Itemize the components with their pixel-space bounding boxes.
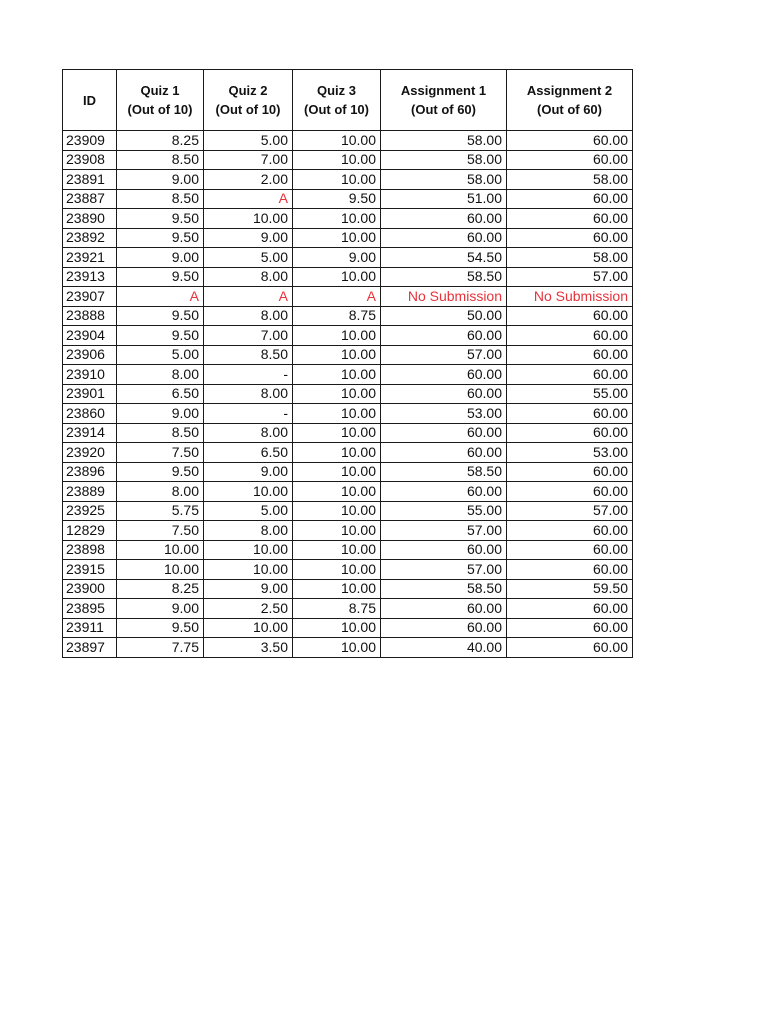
cell-id: 23920 — [63, 443, 117, 463]
table-row — [63, 306, 633, 326]
cell-quiz-1: 9.50 — [117, 306, 204, 326]
cell-assignment-1: 60.00 — [381, 618, 507, 638]
cell-assignment-1: 60.00 — [381, 228, 507, 248]
header-assignment-1-title: Assignment 1 — [400, 83, 487, 98]
table-row — [63, 131, 633, 151]
cell-id: 23921 — [63, 248, 117, 268]
table-row — [63, 423, 633, 443]
cell-assignment-2: 60.00 — [507, 599, 633, 619]
table-row — [63, 540, 633, 560]
header-quiz-2-title: Quiz 2 — [228, 83, 268, 98]
cell-quiz-1: 9.00 — [117, 599, 204, 619]
cell-quiz-1: 7.50 — [117, 443, 204, 463]
cell-quiz-1: 9.50 — [117, 326, 204, 346]
table-row — [63, 287, 633, 307]
cell-assignment-2: 57.00 — [507, 501, 633, 521]
cell-quiz-1: 8.50 — [117, 189, 204, 209]
cell-quiz-2: 5.00 — [204, 248, 293, 268]
cell-quiz-2: 8.00 — [204, 423, 293, 443]
cell-id: 23906 — [63, 345, 117, 365]
cell-quiz-1: 5.00 — [117, 345, 204, 365]
cell-quiz-3: 10.00 — [293, 482, 381, 502]
table-row — [63, 209, 633, 229]
cell-quiz-3: 10.00 — [293, 228, 381, 248]
cell-quiz-1: 6.50 — [117, 384, 204, 404]
header-assignment-1 — [381, 70, 507, 131]
cell-quiz-2: 8.00 — [204, 306, 293, 326]
cell-quiz-1: 5.75 — [117, 501, 204, 521]
cell-quiz-3: 10.00 — [293, 326, 381, 346]
table-row — [63, 501, 633, 521]
cell-assignment-2: 60.00 — [507, 189, 633, 209]
cell-assignment-1: 57.00 — [381, 521, 507, 541]
table-row — [63, 384, 633, 404]
cell-id: 23911 — [63, 618, 117, 638]
cell-assignment-1: 60.00 — [381, 326, 507, 346]
cell-quiz-1: 9.00 — [117, 170, 204, 190]
cell-quiz-1: 10.00 — [117, 560, 204, 580]
cell-assignment-1: 55.00 — [381, 501, 507, 521]
cell-assignment-1: 58.50 — [381, 462, 507, 482]
header-assignment-2 — [507, 70, 633, 131]
cell-quiz-3: 10.00 — [293, 209, 381, 229]
cell-quiz-3: 10.00 — [293, 267, 381, 287]
cell-quiz-3: 8.75 — [293, 599, 381, 619]
header-quiz-2 — [204, 70, 293, 131]
cell-quiz-2: 6.50 — [204, 443, 293, 463]
cell-quiz-3: 10.00 — [293, 423, 381, 443]
cell-quiz-1: 8.00 — [117, 482, 204, 502]
cell-assignment-1: 60.00 — [381, 443, 507, 463]
header-quiz-3-scale: (Out of 10) — [304, 102, 369, 117]
cell-quiz-1: 9.00 — [117, 404, 204, 424]
grades-table — [62, 69, 633, 658]
cell-assignment-2: 60.00 — [507, 209, 633, 229]
table-row — [63, 189, 633, 209]
cell-assignment-1: 57.00 — [381, 560, 507, 580]
cell-quiz-2: 9.00 — [204, 579, 293, 599]
table-row — [63, 170, 633, 190]
cell-quiz-3: 9.50 — [293, 189, 381, 209]
cell-assignment-2: 60.00 — [507, 540, 633, 560]
cell-assignment-1: 60.00 — [381, 482, 507, 502]
header-quiz-1 — [117, 70, 204, 131]
header-assignment-2-title: Assignment 2 — [526, 83, 613, 98]
cell-quiz-3: 10.00 — [293, 560, 381, 580]
cell-assignment-2: 60.00 — [507, 306, 633, 326]
cell-quiz-1: A — [117, 287, 204, 307]
cell-id: 23896 — [63, 462, 117, 482]
cell-id: 23887 — [63, 189, 117, 209]
cell-id: 23914 — [63, 423, 117, 443]
table-row — [63, 618, 633, 638]
cell-assignment-1: 58.00 — [381, 150, 507, 170]
cell-quiz-3: 10.00 — [293, 540, 381, 560]
cell-quiz-2: 8.50 — [204, 345, 293, 365]
cell-quiz-1: 7.75 — [117, 638, 204, 658]
cell-assignment-1: 60.00 — [381, 540, 507, 560]
cell-assignment-2: 60.00 — [507, 638, 633, 658]
cell-assignment-2: 57.00 — [507, 267, 633, 287]
cell-assignment-1: 51.00 — [381, 189, 507, 209]
cell-assignment-2: 60.00 — [507, 482, 633, 502]
cell-quiz-2: 10.00 — [204, 540, 293, 560]
cell-quiz-3: 9.00 — [293, 248, 381, 268]
cell-id: 23915 — [63, 560, 117, 580]
cell-id: 23889 — [63, 482, 117, 502]
table-row — [63, 579, 633, 599]
cell-quiz-1: 8.25 — [117, 131, 204, 151]
cell-assignment-1: 60.00 — [381, 365, 507, 385]
cell-quiz-2: A — [204, 189, 293, 209]
cell-assignment-2: 59.50 — [507, 579, 633, 599]
cell-quiz-2: 3.50 — [204, 638, 293, 658]
cell-quiz-2: 10.00 — [204, 482, 293, 502]
cell-quiz-1: 9.50 — [117, 618, 204, 638]
cell-assignment-1: 50.00 — [381, 306, 507, 326]
cell-quiz-3: 10.00 — [293, 462, 381, 482]
table-row — [63, 365, 633, 385]
cell-quiz-2: 9.00 — [204, 462, 293, 482]
cell-assignment-2: 60.00 — [507, 365, 633, 385]
cell-assignment-2: 60.00 — [507, 150, 633, 170]
cell-assignment-2: 60.00 — [507, 423, 633, 443]
cell-assignment-1: 60.00 — [381, 599, 507, 619]
cell-quiz-2: 9.00 — [204, 228, 293, 248]
table-row — [63, 404, 633, 424]
cell-assignment-1: 57.00 — [381, 345, 507, 365]
table-body — [63, 131, 633, 658]
table-row — [63, 228, 633, 248]
table-row — [63, 267, 633, 287]
cell-quiz-2: - — [204, 365, 293, 385]
cell-assignment-2: 60.00 — [507, 404, 633, 424]
cell-quiz-2: 7.00 — [204, 150, 293, 170]
cell-id: 23890 — [63, 209, 117, 229]
header-quiz-1-scale: (Out of 10) — [127, 102, 193, 117]
cell-assignment-1: 58.00 — [381, 131, 507, 151]
cell-quiz-3: 10.00 — [293, 501, 381, 521]
cell-quiz-2: 10.00 — [204, 618, 293, 638]
cell-id: 23892 — [63, 228, 117, 248]
cell-quiz-3: A — [293, 287, 381, 307]
table-row — [63, 521, 633, 541]
header-quiz-2-scale: (Out of 10) — [215, 102, 281, 117]
cell-id: 23907 — [63, 287, 117, 307]
cell-quiz-2: 2.00 — [204, 170, 293, 190]
cell-id: 23913 — [63, 267, 117, 287]
cell-assignment-1: 60.00 — [381, 209, 507, 229]
cell-assignment-1: 40.00 — [381, 638, 507, 658]
cell-id: 23895 — [63, 599, 117, 619]
table-header — [63, 70, 633, 131]
cell-assignment-1: 58.50 — [381, 579, 507, 599]
cell-quiz-2: 5.00 — [204, 501, 293, 521]
cell-quiz-3: 10.00 — [293, 521, 381, 541]
cell-quiz-2: 8.00 — [204, 521, 293, 541]
cell-quiz-3: 10.00 — [293, 443, 381, 463]
header-quiz-3-title: Quiz 3 — [316, 83, 356, 98]
table-row — [63, 638, 633, 658]
cell-quiz-1: 9.50 — [117, 228, 204, 248]
cell-id: 23897 — [63, 638, 117, 658]
cell-assignment-1: 54.50 — [381, 248, 507, 268]
cell-assignment-2: 60.00 — [507, 326, 633, 346]
cell-quiz-1: 8.00 — [117, 365, 204, 385]
cell-assignment-1: No Submission — [381, 287, 507, 307]
table-row — [63, 150, 633, 170]
cell-id: 23898 — [63, 540, 117, 560]
cell-assignment-2: 60.00 — [507, 345, 633, 365]
cell-quiz-1: 8.25 — [117, 579, 204, 599]
cell-id: 23909 — [63, 131, 117, 151]
cell-quiz-1: 10.00 — [117, 540, 204, 560]
cell-quiz-1: 7.50 — [117, 521, 204, 541]
cell-quiz-3: 10.00 — [293, 131, 381, 151]
header-quiz-3 — [293, 70, 381, 131]
cell-quiz-2: 8.00 — [204, 384, 293, 404]
header-id — [63, 70, 117, 131]
cell-assignment-2: 58.00 — [507, 248, 633, 268]
cell-assignment-1: 60.00 — [381, 384, 507, 404]
cell-quiz-2: 8.00 — [204, 267, 293, 287]
cell-quiz-1: 9.50 — [117, 209, 204, 229]
header-assignment-2-scale: (Out of 60) — [537, 102, 602, 117]
cell-quiz-2: A — [204, 287, 293, 307]
table-row — [63, 248, 633, 268]
cell-id: 23860 — [63, 404, 117, 424]
cell-assignment-2: 58.00 — [507, 170, 633, 190]
cell-quiz-1: 9.50 — [117, 462, 204, 482]
cell-assignment-1: 53.00 — [381, 404, 507, 424]
cell-id: 23888 — [63, 306, 117, 326]
cell-id: 23904 — [63, 326, 117, 346]
cell-quiz-3: 10.00 — [293, 150, 381, 170]
cell-assignment-2: No Submission — [507, 287, 633, 307]
cell-quiz-2: 5.00 — [204, 131, 293, 151]
cell-id: 23900 — [63, 579, 117, 599]
cell-quiz-3: 10.00 — [293, 365, 381, 385]
cell-quiz-1: 8.50 — [117, 150, 204, 170]
cell-quiz-3: 10.00 — [293, 579, 381, 599]
cell-assignment-1: 58.50 — [381, 267, 507, 287]
cell-assignment-1: 60.00 — [381, 423, 507, 443]
cell-assignment-2: 60.00 — [507, 462, 633, 482]
cell-id: 23908 — [63, 150, 117, 170]
cell-quiz-2: 10.00 — [204, 560, 293, 580]
cell-assignment-2: 60.00 — [507, 560, 633, 580]
cell-assignment-2: 60.00 — [507, 131, 633, 151]
cell-quiz-3: 10.00 — [293, 404, 381, 424]
cell-quiz-3: 10.00 — [293, 618, 381, 638]
header-assignment-1-scale: (Out of 60) — [411, 102, 476, 117]
cell-id: 23901 — [63, 384, 117, 404]
cell-quiz-2: 7.00 — [204, 326, 293, 346]
cell-assignment-2: 60.00 — [507, 618, 633, 638]
table-row — [63, 599, 633, 619]
cell-quiz-3: 10.00 — [293, 384, 381, 404]
table-row — [63, 482, 633, 502]
cell-quiz-2: - — [204, 404, 293, 424]
cell-quiz-1: 9.00 — [117, 248, 204, 268]
cell-quiz-3: 10.00 — [293, 170, 381, 190]
header-quiz-1-title: Quiz 1 — [140, 83, 180, 98]
table-row — [63, 462, 633, 482]
table-row — [63, 345, 633, 365]
cell-quiz-1: 9.50 — [117, 267, 204, 287]
cell-quiz-2: 2.50 — [204, 599, 293, 619]
cell-id: 23910 — [63, 365, 117, 385]
cell-assignment-1: 58.00 — [381, 170, 507, 190]
table-row — [63, 443, 633, 463]
cell-quiz-2: 10.00 — [204, 209, 293, 229]
cell-assignment-2: 60.00 — [507, 228, 633, 248]
table-row — [63, 326, 633, 346]
cell-quiz-1: 8.50 — [117, 423, 204, 443]
cell-id: 23891 — [63, 170, 117, 190]
cell-id: 23925 — [63, 501, 117, 521]
cell-quiz-3: 10.00 — [293, 345, 381, 365]
cell-assignment-2: 53.00 — [507, 443, 633, 463]
cell-quiz-3: 10.00 — [293, 638, 381, 658]
cell-assignment-2: 60.00 — [507, 521, 633, 541]
header-id-label: ID — [83, 92, 96, 108]
header-row — [63, 70, 633, 131]
cell-id: 12829 — [63, 521, 117, 541]
cell-quiz-3: 8.75 — [293, 306, 381, 326]
cell-assignment-2: 55.00 — [507, 384, 633, 404]
table-row — [63, 560, 633, 580]
